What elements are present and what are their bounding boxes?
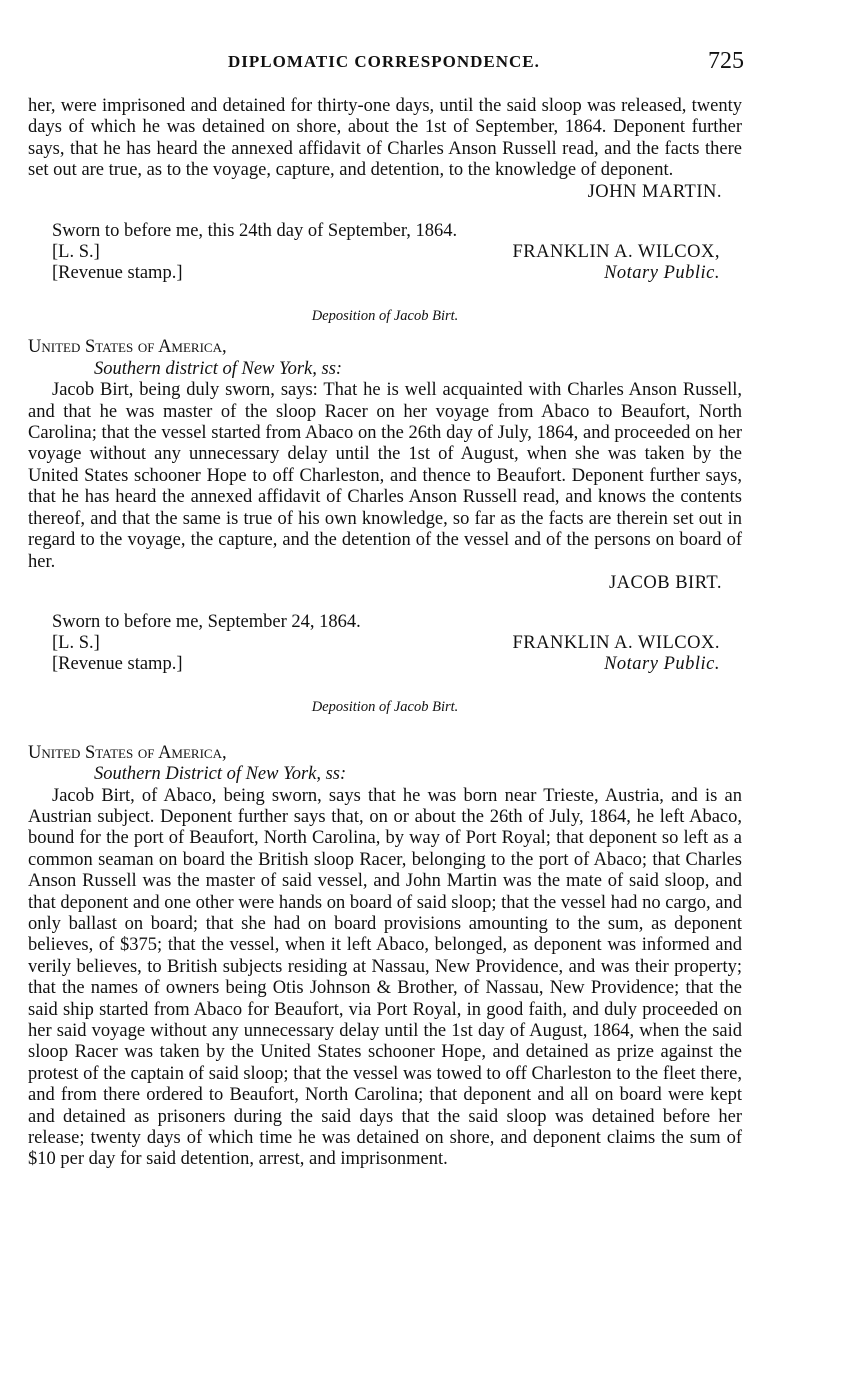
district-line: Southern district of New York, ss: <box>94 358 343 379</box>
seal-mark: [L. S.] <box>52 633 100 654</box>
venue-line: United States of America, <box>28 742 227 763</box>
page-header <box>28 48 744 82</box>
notary-title: Notary Public. <box>604 654 720 675</box>
birt-jurat <box>52 612 742 675</box>
martin-deposition-text: her, were imprisoned and detained for thirty-one days, until the said sloop was released, twenty days of which he was detained on shore, about the 1st of September, 1864. Deponent further says, that he has heard the annexed affidavit of Charles Anson Russell read, and the facts there set out are true, as to the voyage, capture, and detention, to the knowledge of deponent. <box>28 96 742 181</box>
seal-mark: [L. S.] <box>52 242 100 263</box>
venue-line: United States of America, <box>28 337 227 358</box>
notary-name: FRANKLIN A. WILCOX. <box>512 633 720 654</box>
running-head: DIPLOMATIC CORRESPONDENCE. <box>228 52 540 71</box>
sworn-statement: Sworn to before me, September 24, 1864. <box>52 612 361 633</box>
birt-second-deposition-text: Jacob Birt, of Abaco, being sworn, says that he was born near Trieste, Austria, and is an Austrian subject. Deponent further says that, on or about the 26th of July, 1864, he left Abaco, bound for the port of Beaufort, North Carolina, by way of Port Royal; that deponent so left as a common seaman on board the British sloop Racer, belonging to the port of Abaco; that Charles Anson Russell was the master of said vessel, and John Martin was the mate of said sloop, and that deponent and one other were hands on board of said sloop; that the vessel had no cargo, and only ballast on board; that she had on board provisions amounting to the sum, as deponent believes, of $375; that the vessel, when it left Abaco, belonged, as deponent was informed and verily believes, to British subjects residing at Nassau, New Providence, and was their property; that the names of owners being Otis Johnson & Brother, of Nassau, New Providence; that the said ship started from Abaco for Beaufort, via Port Royal, in good faith, and duly proceeded on her said voyage without any unnecessary delay until the 1st day of August, 1864, when the said sloop Racer was taken by the United States schooner Hope, and detained as prize against the protest of the captain of said sloop; that the vessel was towed to off Charleston to the fleet there, and from there ordered to Beaufort, North Carolina; that deponent and all on board were kept and detained as prisoners during the said days that the said sloop was detained before her release; twenty days of which time he was detained on shore, and deponent claims the sum of $10 per day for said detention, arrest, and imprisonment. <box>28 785 742 1170</box>
page-body <box>28 96 742 1171</box>
notary-name: FRANKLIN A. WILCOX, <box>512 242 720 263</box>
birt-signature: JACOB BIRT. <box>608 572 722 593</box>
district-line: Southern District of New York, ss: <box>94 764 347 785</box>
martin-jurat <box>52 221 742 284</box>
revenue-stamp-mark: [Revenue stamp.] <box>52 654 183 675</box>
martin-signature: JOHN MARTIN. <box>587 181 722 202</box>
deposition-heading: Deposition of Jacob Birt. <box>311 308 459 325</box>
notary-title: Notary Public. <box>604 263 720 284</box>
page-number: 725 <box>708 48 744 74</box>
birt-deposition-text: Jacob Birt, being duly sworn, says: That he is well acquainted with Charles Anson Russell, and that he was master of the sloop Racer on her voyage from Abaco to Beaufort, North Carolina; that the vessel started from Abaco on the 26th day of July, 1864, and proceeded on her voyage without any unnecessary delay until the 1st of August, when she was taken by the United States schooner Hope to off Charleston, and thence to Beaufort. Deponent further says, that he has heard the annexed affidavit of Charles Anson Russell read, and knows the contents thereof, and that the same is true of his own knowledge, so far as the facts are therein set out in regard to the voyage, the capture, and the detention of the vessel and of the persons on board of her. <box>28 380 742 572</box>
revenue-stamp-mark: [Revenue stamp.] <box>52 263 183 284</box>
sworn-statement: Sworn to before me, this 24th day of September, 1864. <box>52 221 458 242</box>
deposition-heading: Deposition of Jacob Birt. <box>311 699 459 716</box>
